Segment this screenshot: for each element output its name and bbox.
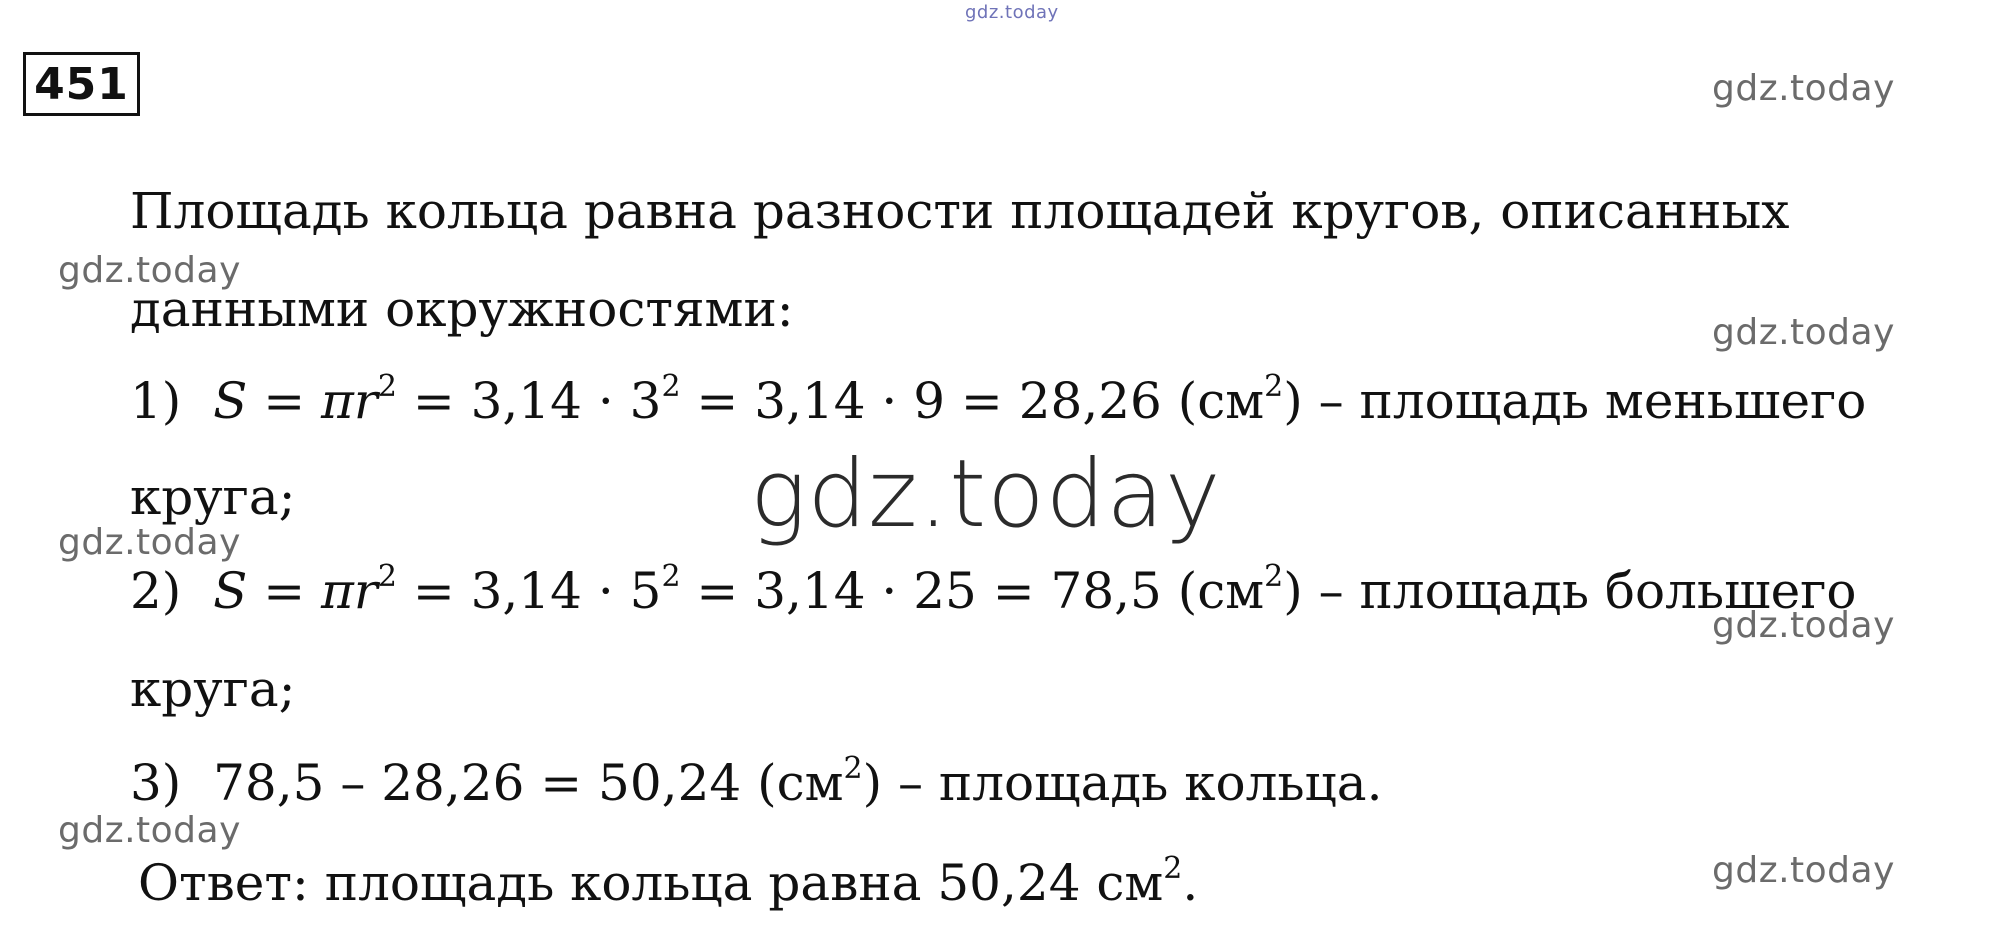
problem-number: 451 <box>23 52 140 116</box>
step-1-continuation: круга; <box>130 468 296 526</box>
watermark-large: gdz.today <box>750 440 1222 549</box>
step-3-formula <box>130 751 1383 812</box>
watermark: gdz.today <box>58 250 241 291</box>
watermark: gdz.today <box>1712 68 1895 109</box>
exponent: 2 <box>661 369 681 404</box>
step-1-formula-result: = 3,14 · 9 = 28,26 (см <box>680 372 1265 430</box>
step-2-formula-lhs: S = πr <box>213 562 378 620</box>
step-2-formula-mid: = 3,14 · 5 <box>396 562 662 620</box>
watermark: gdz.today <box>58 810 241 851</box>
exponent: 2 <box>377 559 397 594</box>
unit-exponent: 2 <box>1264 559 1284 594</box>
step-1-formula-mid: = 3,14 · 3 <box>396 372 662 430</box>
unit-exponent: 2 <box>1163 851 1183 886</box>
step-3-number: 3) <box>130 754 182 812</box>
step-2-tail: ) – площадь большего <box>1283 562 1857 620</box>
intro-line-1: Площадь кольца равна разности площадей кругов, описанных <box>130 182 1790 240</box>
step-1-formula <box>130 369 1867 430</box>
step-1-number: 1) <box>130 372 182 430</box>
watermark: gdz.today <box>58 522 241 563</box>
step-3-tail: ) – площадь кольца. <box>862 754 1383 812</box>
answer-text: Ответ: площадь кольца равна 50,24 см <box>138 854 1164 912</box>
intro-line-2: данными окружностями: <box>130 280 794 338</box>
answer-line <box>138 851 1199 912</box>
watermark: gdz.today <box>1712 850 1895 891</box>
step-2-formula <box>130 559 1857 620</box>
step-2-formula-result: = 3,14 · 25 = 78,5 (см <box>680 562 1265 620</box>
exponent: 2 <box>661 559 681 594</box>
unit-exponent: 2 <box>843 751 863 786</box>
step-2-continuation: круга; <box>130 660 296 718</box>
watermark: gdz.today <box>1712 312 1895 353</box>
step-1-tail: ) – площадь меньшего <box>1283 372 1867 430</box>
unit-exponent: 2 <box>1264 369 1284 404</box>
watermark: gdz.today <box>1712 605 1895 646</box>
step-2-number: 2) <box>130 562 182 620</box>
answer-end: . <box>1182 854 1199 912</box>
watermark-top: gdz.today <box>965 2 1059 23</box>
step-3-formula-body: 78,5 – 28,26 = 50,24 (см <box>213 754 844 812</box>
exponent: 2 <box>377 369 397 404</box>
step-1-formula-lhs: S = πr <box>213 372 378 430</box>
